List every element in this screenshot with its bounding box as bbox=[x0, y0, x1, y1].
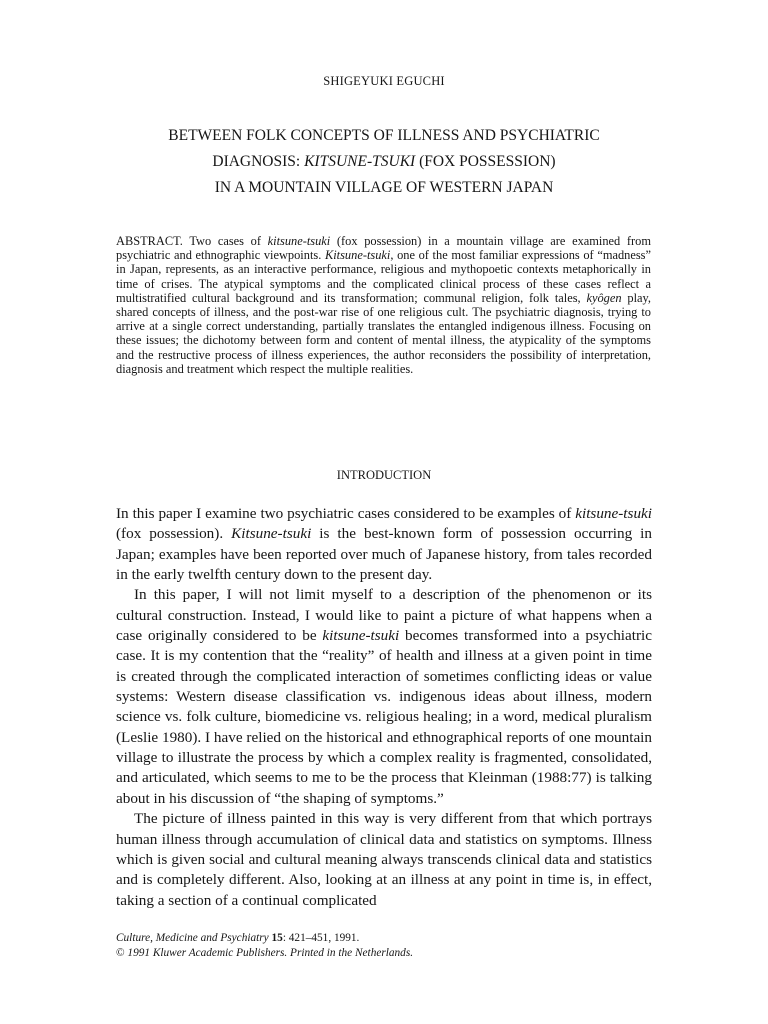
title-line-2: DIAGNOSIS: KITSUNE-TSUKI (FOX POSSESSION) bbox=[212, 153, 556, 170]
title-line-1: BETWEEN FOLK CONCEPTS OF ILLNESS AND PSYCHIATRIC bbox=[168, 127, 600, 144]
journal-citation: Culture, Medicine and Psychiatry 15: 421–451, 1991. bbox=[116, 932, 360, 944]
body-text bbox=[116, 504, 652, 911]
abstract: ABSTRACT. Two cases of kitsune-tsuki (fox possession) in a mountain village are examined from psychiatric and ethnographic viewpoints. Kitsune-tsuki, one of the most familiar expressions of “madness” in Japan, represents, as an interactive performance, religious and mythopoetic contexts metaphorically in time of crises. The atypical symptoms and the complicated clinical process of these cases reflect a multistratified cultural background and its transformation; communal religion, folk tales, kyôgen play, shared concepts of illness, and the post-war rise of one religious cult. The psychiatric diagnosis, trying to arrive at a single correct understanding, partially translates the entangled indigenous illness. Focusing on these issues; the dichotomy between form and content of mental illness, the atypicality of the symptoms and the restructive process of illness experiences, the author reconsiders the possibility of interpretation, diagnosis and treatment which respect the multiple realities. bbox=[116, 234, 651, 376]
paragraph: The picture of illness painted in this way is very different from that which portrays human illness through accumulation of clinical data and statistics on symptoms. Illness which is given social and cultural meaning always transcends clinical data and statistics and is completely different. Also, looking at an illness at any point in time is, in effect, taking a section of a continual complicated bbox=[116, 810, 652, 909]
author-name: SHIGEYUKI EGUCHI bbox=[323, 74, 445, 88]
copyright-line: © 1991 Kluwer Academic Publishers. Printed in the Netherlands. bbox=[116, 947, 414, 959]
article-title bbox=[0, 123, 768, 201]
title-line-3: IN A MOUNTAIN VILLAGE OF WESTERN JAPAN bbox=[214, 179, 554, 196]
paragraph: In this paper, I will not limit myself to a description of the phenomenon or its cultural construction. Instead, I would like to paint a picture of what happens when a case originally considered to be kitsune-tsuki becomes transformed into a psychiatric case. It is my contention that the “reality” of health and illness at a given point in time is created through the complicated interaction of sometimes conflicting ideas or value systems: Western disease classification vs. indigenous ideas about illness, modern science vs. folk culture, biomedicine vs. religious healing; in a word, medical pluralism (Leslie 1980). I have relied on the historical and ethnographical reports of one mountain village to illustrate the process by which a complex reality is fragmented, consolidated, and articulated, which seems to me to be the process that Kleinman (1988:77) is talking about in his discussion of “the shaping of symptoms.” bbox=[116, 586, 652, 807]
citation-footer bbox=[116, 931, 656, 961]
section-heading-introduction: INTRODUCTION bbox=[336, 468, 432, 482]
paragraph: In this paper I examine two psychiatric cases considered to be examples of kitsune-tsuki (fox possession). Kitsune-tsuki is the best-known form of possession occurring in Japan; examples have been reported over much of Japanese history, from tales recorded in the early twelfth century down to the present day. bbox=[116, 505, 652, 584]
